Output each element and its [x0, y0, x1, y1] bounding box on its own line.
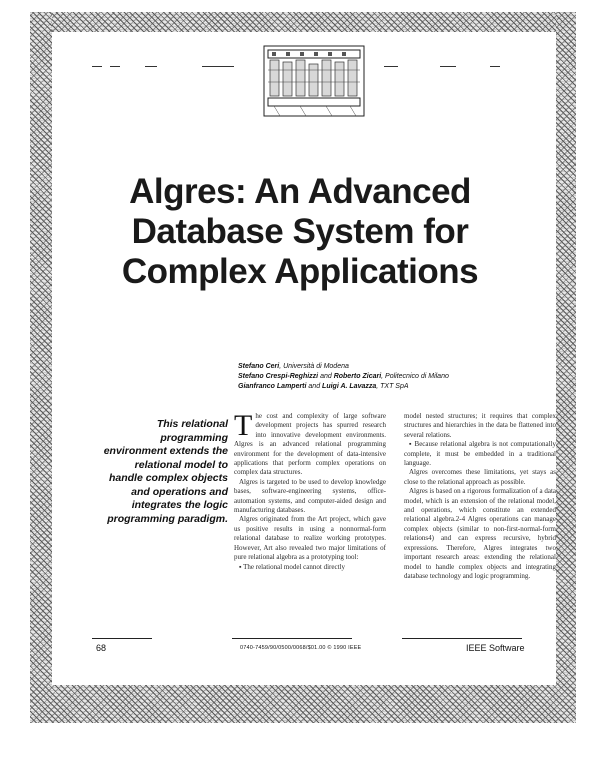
body-paragraph [234, 409, 386, 478]
title-line: Algres: An Advanced [129, 172, 471, 211]
drop-cap: T [234, 409, 253, 442]
author-name: Luigi A. Lavazza [322, 383, 377, 390]
author-connector: and [318, 373, 334, 380]
scan-border-left [30, 12, 52, 723]
body-column-left [234, 409, 386, 572]
author-name: Gianfranco Lamperti [238, 383, 307, 390]
body-paragraph: ▪ The relational model cannot directly [239, 562, 345, 571]
author-affiliation: , TXT SpA [376, 383, 409, 390]
author-list [238, 362, 558, 392]
header-dash [384, 66, 398, 67]
scan-border-right [556, 12, 576, 723]
pull-quote: This relational programming environment extends the relational model to handle complex objects and operations and integrates the logic programming paradigm. [103, 418, 228, 525]
scan-border-bottom [30, 685, 576, 723]
body-paragraph: Algres overcomes these limitations, yet stays as close to the relational approach as possible. [404, 468, 556, 486]
article-title [60, 172, 540, 292]
header-dash [202, 66, 234, 67]
journal-name: IEEE Software [466, 643, 525, 653]
author-affiliation: , Università di Modena [279, 363, 349, 370]
copyright-code: 0740-7459/90/0500/0068/$01.00 © 1990 IEEE [240, 645, 362, 651]
header-dash [145, 66, 157, 67]
author-name: Stefano Ceri [238, 363, 280, 370]
page-number: 68 [96, 643, 107, 653]
author-line [238, 362, 558, 372]
author-name: Stefano Crespi-Reghizzi [238, 373, 319, 380]
footer-rule [402, 638, 522, 639]
author-name: Roberto Zicari [333, 373, 382, 380]
header-dash [92, 66, 102, 67]
title-line: Database System for [131, 212, 469, 251]
body-paragraph: model nested structures; it requires that complex structures and hierarchies in the data be flattened into several relations. [404, 412, 556, 439]
body-paragraph: Algres is based on a rigorous formalization of a data model, which is an extension of the relational model, and operations, which constitute an extended relational algebra.2-4 Algres operations can manage complex objects (similar to non-first-normal-form relations4) and can express recursive, hybrid expressions. Therefore, Algres integrates two important research areas: extending the relational model to handle complex objects and integrating database technology and logic programming. [404, 487, 556, 580]
header-dash [440, 66, 456, 67]
title-line: Complex Applications [121, 252, 479, 291]
author-line [238, 372, 558, 382]
body-column-right [404, 412, 556, 581]
scan-border-top [30, 12, 576, 32]
author-affiliation: , Politecnico di Milano [381, 373, 449, 380]
author-connector: and [306, 383, 323, 390]
author-line [238, 382, 558, 392]
header-dash [110, 66, 120, 67]
header-dash [490, 66, 500, 67]
body-paragraph: Algres originated from the Art project, which gave us positive results in using a nonnormal-form relational database to realize working prototypes. However, Art also revealed two major limitations of pure relational algebra as a prototyping tool: [234, 515, 386, 562]
body-paragraph: Algres is targeted to be used to develop knowledge bases, software-engineering systems, office-automation systems, and computer-aided design and manufacturing databases. [234, 477, 386, 515]
footer-rule [232, 638, 352, 639]
paragraph-text: he cost and complexity of large software development projects has spurred research into innovative development environments. Algres is an advanced relational programming environment for the development of data-intensive applications that perform complex operations on complex data structures. [234, 412, 386, 477]
body-paragraph: ▪ Because relational algebra is not computationally complete, it must be embedded in a traditional language. [404, 440, 556, 468]
header-illustration [260, 40, 370, 120]
footer-rule [92, 638, 152, 639]
